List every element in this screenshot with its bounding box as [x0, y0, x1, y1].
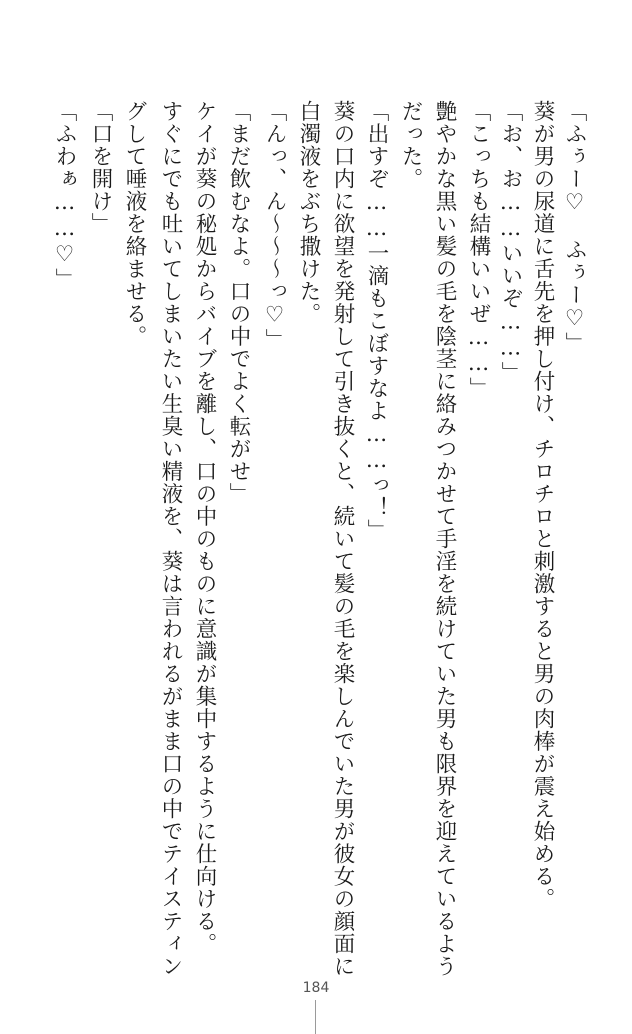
- text-line-7: 「出すぞ……一滴もこぼすなよ……っ！」: [364, 100, 389, 542]
- text-line-3: 「お、お……いいぞ……」: [498, 100, 523, 384]
- vertical-text-block: [0, 100, 632, 978]
- text-line-15: 「口を開け」: [88, 100, 113, 235]
- text-line-14: グして唾液を絡ませる。: [122, 100, 147, 348]
- text-line-1: 「ふぅー♡ ふぅー♡」: [562, 100, 587, 355]
- text-line-13: すぐにでも吐いてしまいたい生臭い精液を、葵は言われるがまま口の中でテイスティン: [158, 100, 183, 978]
- page-number-rule: [315, 1000, 316, 1034]
- text-line-2: 葵が男の尿道に舌先を押し付け、チロチロと刺激すると男の肉棒が震え始める。: [530, 100, 555, 910]
- text-line-12: ケイが葵の秘処からバイブを離し、口の中のものに意識が集中するように仕向ける。: [192, 100, 217, 955]
- text-line-11: 「まだ飲むなよ。口の中でよく転がせ」: [226, 100, 251, 505]
- text-line-8: 葵の口内に欲望を発射して引き抜くと、続いて髪の毛を楽しんでいた男が彼女の顔面に: [330, 100, 355, 978]
- page-number: 184: [302, 980, 330, 996]
- text-line-5: 艶やかな黒い髪の毛を陰茎に絡みつかせて手淫を続けていた男も限界を迎えているよう: [432, 100, 457, 978]
- text-line-10: 「んっ、ん〜〜〜っ♡」: [262, 100, 287, 351]
- text-line-4: 「こっちも結構いいぜ……」: [466, 100, 491, 400]
- text-line-6: だった。: [398, 100, 423, 190]
- text-line-16: 「ふわぁ……♡」: [52, 100, 77, 291]
- text-line-9: 白濁液をぶち撒けた。: [296, 100, 321, 325]
